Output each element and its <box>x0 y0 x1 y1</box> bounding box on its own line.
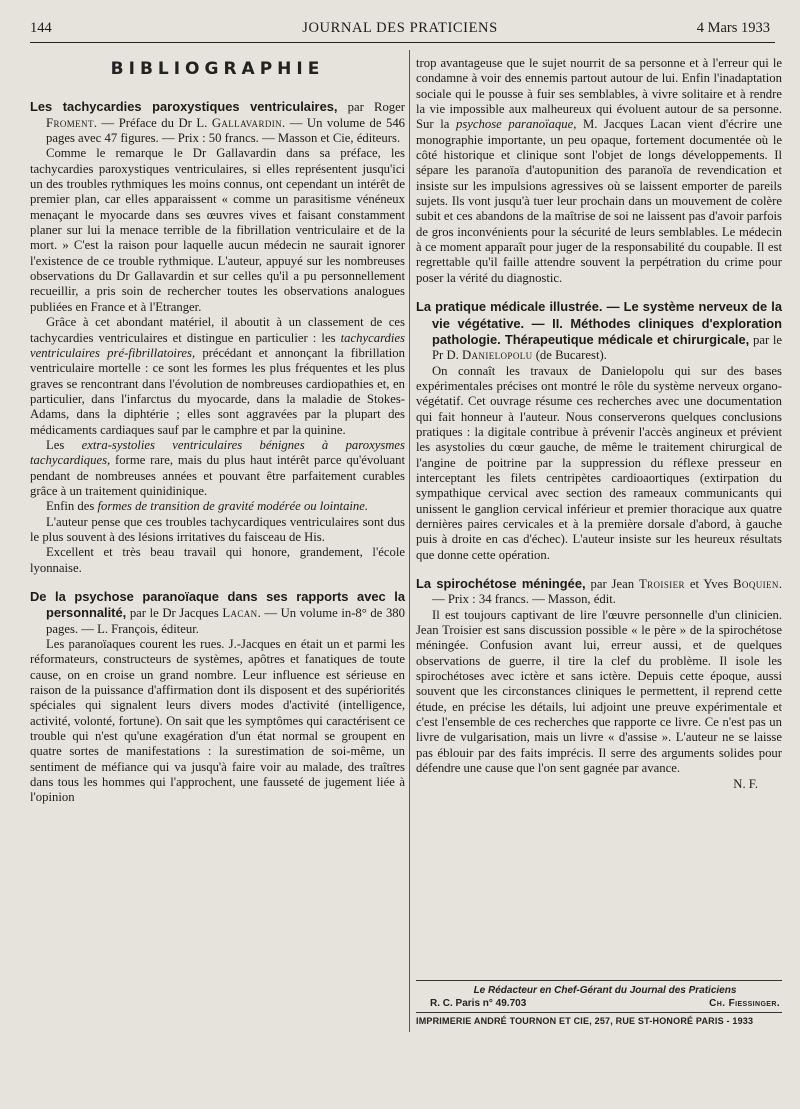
paragraph: Comme le remarque le Dr Gallavardin dans sa préface, les tachycardies paroxystiques ventriculaires, si elles représentent jusqu'ici un des troubles rythmiques les moins connus, ont cependant un intérêt de premier plan, car elles apparaissent « comme un parasitisme vénéneux menaçant le myocarde dans ses œuvres vives et faisant constamment planer sur lui la menace terrible de la fibrillation ventriculaire et de la mort. » C'est la raison pour laquelle aucun médecin ne saurait ignorer l'existence de ce trouble rythmique. L'auteur, appuyé sur les nombreuses observations du Dr Gallavardin et sur celles qu'il a pu personnellement recueillir, a pris soin de rechercher toutes les observations analogues publiées en France et à l'Etranger. <box>30 146 405 314</box>
emphasis: extra-systolies ventriculaires bénignes à paroxysmes tachycardiques, <box>30 437 405 468</box>
colophon <box>430 985 780 1010</box>
paragraph <box>416 56 782 286</box>
paragraph <box>30 438 405 499</box>
text-run: forme rare, mais du plus haut intérêt parce qu'évoluant pendant de nombreuses années et pouvant être parfaitement curables grâce à un traitement quinidinique. <box>30 453 405 498</box>
section-title: BIBLIOGRAPHIE <box>110 59 325 79</box>
editor-name: Ch. Fiessinger. <box>709 997 780 1009</box>
review-heading <box>416 299 782 363</box>
emphasis: tachycardies ventriculaires pré-fibrillatoires, <box>30 330 405 360</box>
book-title: Les tachycardies paroxystiques ventriculaires, <box>30 99 338 115</box>
column-rule <box>409 50 410 1032</box>
paragraph: Les paranoïaques courent les rues. J.-Jacques en était un et parmi les réformateurs, constructeurs de systèmes, apôtres et fanatiques de toute cause, on en croise un grand nombre. Leur influence est sérieuse en raison de la puissance d'affirmation dont ils disposent et des supériorités spéciales qui signalent leurs divers modes d'activité (intelligence, activité, volonté, fortune). On sait que les symptômes qui caractérisent ce trouble qui n'est qu'une exagération d'un état normal se groupent en quatre sortes de manifestations : la surestimation de soi-même, un sentiment de méfiance qui va jusqu'à faire voir au malade, des traîtres dans tous les hommes qui l'approchent, une fausseté de jugement liée à l'opinion <box>30 637 405 805</box>
paragraph: Excellent et très beau travail qui honore, grandement, l'école lyonnaise. <box>30 545 405 575</box>
left-column <box>30 56 405 819</box>
paragraph: L'auteur pense que ces troubles tachycardiques ventriculaires sont dus le plus souvent à des lésions irritatives du faisceau de His. <box>30 514 405 544</box>
byline: par le Dr Jacques <box>129 606 219 621</box>
paragraph <box>30 315 405 438</box>
byline: et Yves <box>689 577 729 591</box>
paragraph: Il est toujours captivant de lire l'œuvre personnelle d'un clinicien. Jean Troisier est sans discussion possible « le père » de la spirochétose méningée. Confusion avant lui, erreur aussi, et de quelques observations de guerre, il tire la clef du problème. Il isole les spirochétoses avec ictère et sans ictère. Depuis cette époque, aussi souvent que les circonstances cliniques le permettent, il reprend cette étude, en précise les détails, lui adjoint une preuve expérimentale et c'est l'ensemble de ces recherches que rapporte ce livre. Ce n'est pas un livre de vulgarisation, mais un livre « d'assise ». L'auteur ne se laisse pas éblouir par des faits imprécis. Il serre des arguments solides pour défendre une cause que l'on sent gagnée par avance. <box>416 607 782 776</box>
review-tachycardies <box>30 99 405 576</box>
text-run: Les <box>46 437 65 452</box>
running-head <box>30 18 770 42</box>
issue-date: 4 Mars 1933 <box>696 20 770 36</box>
book-details: . — Un volume de 546 pages avec 47 figures. — Prix : 50 francs. — Masson et Cie, éditeurs. <box>46 115 406 146</box>
book-title: La spirochétose méningée, <box>416 576 586 591</box>
emphasis: psychose paranoïaque, <box>455 117 577 132</box>
author-name: Boquien <box>733 577 779 591</box>
byline: par Jean <box>590 577 635 591</box>
paragraph <box>30 499 405 514</box>
review-spirochetose <box>416 576 782 793</box>
colophon-editor-line: Le Rédacteur en Chef-Gérant du Journal des Praticiens <box>473 985 737 996</box>
review-psychose-continued <box>416 56 782 286</box>
page-number: 144 <box>30 20 52 36</box>
author-name: Froment <box>46 115 94 130</box>
text-run: Enfin des <box>46 499 95 514</box>
book-details: (de Bucarest). <box>535 348 607 363</box>
text-run: M. Jacques Lacan vient d'écrire une monographie importante, un peu opaque, fortement documentée où le côté historique et clinique sont l'objet de longs développements. Il sépare les paranoïa d'autopunition des paranoïa de revendication et insiste sur les impulsions agressives où se laissent emporter de pareils sujets. Ils vont jusqu'à tuer leur prochain dans un mouvement de colère subit et ces abandons de la maîtrise de soi ne laissent pas d'avoir parfois de gros inconvénients pour la sécurité de leurs semblables. Le médecin à ce moment apparaît pour juger de la responsabilité du coupable. Il est regrettable qu'il faille attendre souvent la perpétration du crime pour poser la vérité du diagnostic. <box>416 117 782 285</box>
colophon-details <box>430 998 780 1011</box>
printer-line: IMPRIMERIE ANDRÉ TOURNON ET CIE, 257, RUE ST-HONORÉ PARIS - 1933 <box>416 1016 754 1026</box>
review-heading <box>416 576 782 608</box>
signature: N. F. <box>733 777 758 792</box>
text-run: trop avantageuse que le sujet nourrit de sa personne et à l'erreur qui le condamne à voir des ennemis partout autour de lui. Enfin l'inadaptation sociale qui le pousse à fuir ses semblables, à vivre solitaire et à rendre la vie impossible aux malheureux qui évoluent autour de sa personne. Sur la <box>416 56 782 132</box>
book-details: . — Un volume in-8° de 380 pages. — L. François, éditeur. <box>46 606 405 636</box>
text-run: Grâce à cet abondant matériel, il aboutit à un classement de ces tachycardies ventriculaires et distingue en particulier : les <box>30 315 405 345</box>
author-name: Troisier <box>638 577 685 591</box>
byline: par le Pr D. <box>432 332 783 363</box>
header-rule <box>30 42 775 43</box>
book-details: . — Prix : 34 francs. — Masson, édit. <box>432 577 782 607</box>
byline: par Roger <box>347 100 405 115</box>
book-title: La pratique médicale illustrée. — Le système nerveux de la vie végétative. — II. Méthodes cliniques d'exploration pathologie. Thérapeutique médicale et chirurgicale, <box>416 299 782 347</box>
text-run: précédant et annonçant la fibrillation ventriculaire mortelle : ce sont les formes les plus fréquentes et les plus graves se rencontrant dans l'évolution de nombreuses cardiopathies et, en particulier, dans l'infarctus du myocarde, dans la maladie de Stokes-Adams, dans la diphtérie ; elles sont aggravées par la plupart des médicaments cardiaques sauf par le camphre et par la quinine. <box>30 345 405 437</box>
footer-rule-top <box>416 980 782 981</box>
right-column <box>416 56 782 806</box>
byline: . — Préface du Dr L. <box>93 115 208 130</box>
registry-number: R. C. Paris n° 49.703 <box>430 997 527 1009</box>
author-name: Gallavardin <box>211 115 283 130</box>
author-name: Lacan <box>222 606 258 621</box>
review-psychose <box>30 589 405 806</box>
review-pratique-medicale <box>416 299 782 563</box>
review-heading <box>30 589 405 637</box>
author-name: Danielopolu <box>461 348 533 363</box>
footer-rule-bottom <box>416 1012 782 1013</box>
emphasis: formes de transition de gravité modérée ou lointaine. <box>97 499 369 514</box>
paragraph: On connaît les travaux de Danielopolu qui sur des bases expérimentales précises ont montré le rôle du système nerveux organo-végétatif. Cet ouvrage résume ces recherches avec une documentation qui fait honneur à l'auteur. Nous conserverons quelques conclusions pratiques : la digitale contribue à prévenir l'accès angineux et prévient les asystolies du cœur gauche, de même le traitement chirurgical de l'angine de poitrine par la suppression du réflexe presseur en interceptant les filets centripètes cardioaortiques (extirpation du sympathique cervical avec section des rameaux communicants qui unissent le ganglion cervical inférieur et premier thoracique aux quatre dernières paires cervicales et à la première dorsale d'abord, à gauche puis à droite en cas d'échec). L'auteur insiste sur les heureux résultats que donne cette opération. <box>416 363 782 562</box>
review-heading <box>30 99 405 146</box>
journal-title: JOURNAL DES PRATICIENS <box>302 20 498 36</box>
book-title: De la psychose paranoïaque dans ses rapports avec la personnalité, <box>30 589 405 621</box>
